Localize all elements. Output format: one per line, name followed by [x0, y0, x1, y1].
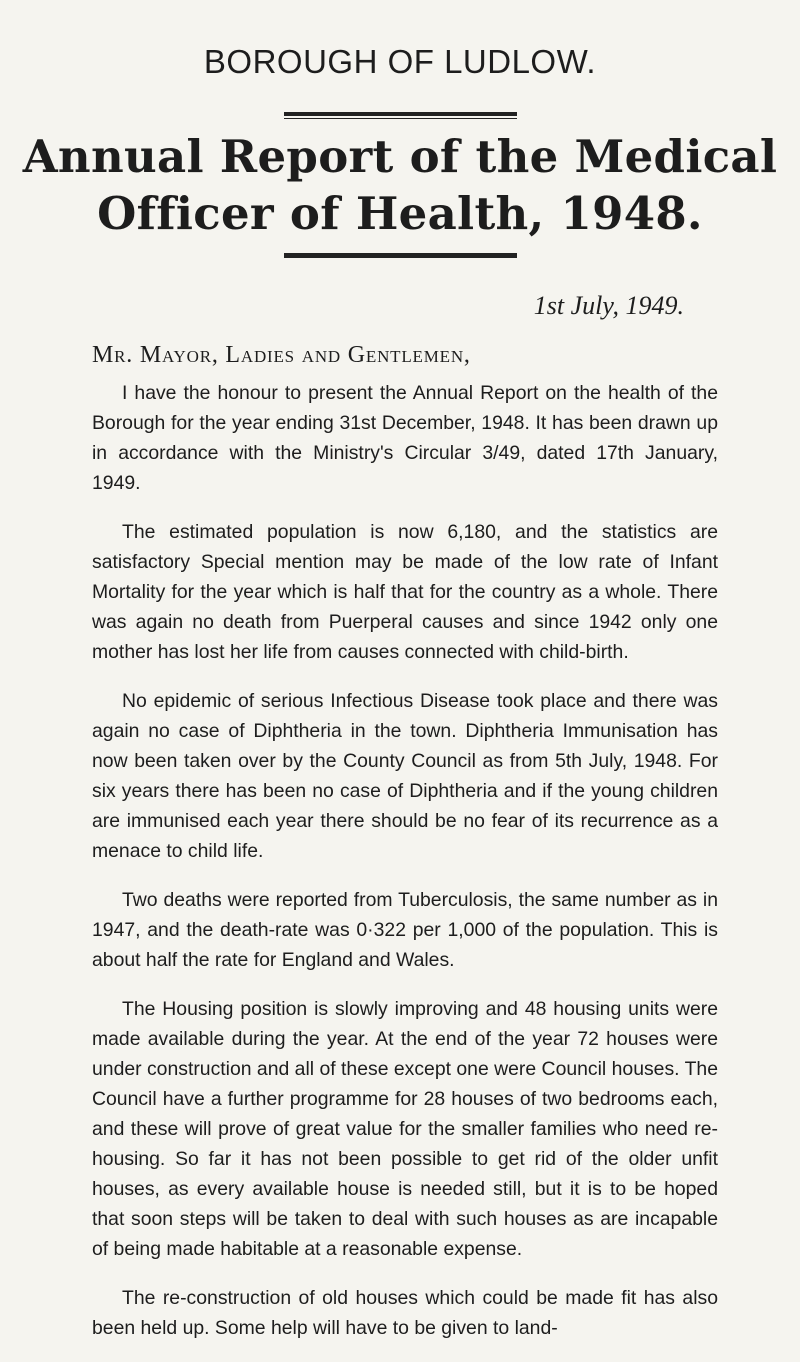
report-title	[0, 128, 800, 242]
top-divider	[284, 112, 517, 119]
report-title-line-1: Annual Report of the Medical	[22, 130, 778, 183]
bottom-divider	[284, 251, 517, 258]
paragraph-introduction: I have the honour to present the Annual Report on the health of the Borough for the year ending 31st December, 1948. It has been drawn up in accordance with the Ministry's Circular 3/49, dated 17th January, 1949.	[92, 382, 718, 494]
paragraph-reconstruction: The re-construction of old houses which could be made fit has also been held up. Some help will have to be given to land-	[92, 1287, 718, 1339]
letter-date: 1st July, 1949.	[533, 291, 684, 320]
report-title-line-2: Officer of Health, 1948.	[97, 187, 703, 240]
salutation: Mr. Mayor, Ladies and Gentlemen,	[92, 342, 471, 368]
paragraph-housing: The Housing position is slowly improving and 48 housing units were made available during the year. At the end of the year 72 houses were under construction and all of these except one were Council houses. The Council have a further programme for 28 houses of two bedrooms each, and these will prove of great value for the smaller families who need re-housing. So far it has not been possible to get rid of the older unfit houses, as every available house is needed still, but it is to be hoped that soon steps will be taken to deal with such houses as are incapable of being made habitable at a reasonable expense.	[92, 998, 718, 1260]
paragraph-infectious-disease: No epidemic of serious Infectious Disease took place and there was again no case of Diphtheria in the town. Diphtheria Immunisation has now been taken over by the County Council as from 5th July, 1948. For six years there has been no case of Diphtheria and if the young children are immunised each year there should be no fear of its recurrence as a menace to child life.	[92, 690, 718, 862]
paragraph-tuberculosis: Two deaths were reported from Tuberculosis, the same number as in 1947, and the death-rate was 0·322 per 1,000 of the population. This is about half the rate for England and Wales.	[92, 889, 718, 971]
borough-heading: BOROUGH OF LUDLOW.	[203, 43, 597, 80]
paragraph-population: The estimated population is now 6,180, and the statistics are satisfactory Special mention may be made of the low rate of Infant Mortality for the year which is half that for the country as a whole. There was again no death from Puerperal causes and since 1942 only one mother has lost her life from causes connected with child-birth.	[92, 521, 718, 663]
report-body	[92, 378, 718, 1362]
